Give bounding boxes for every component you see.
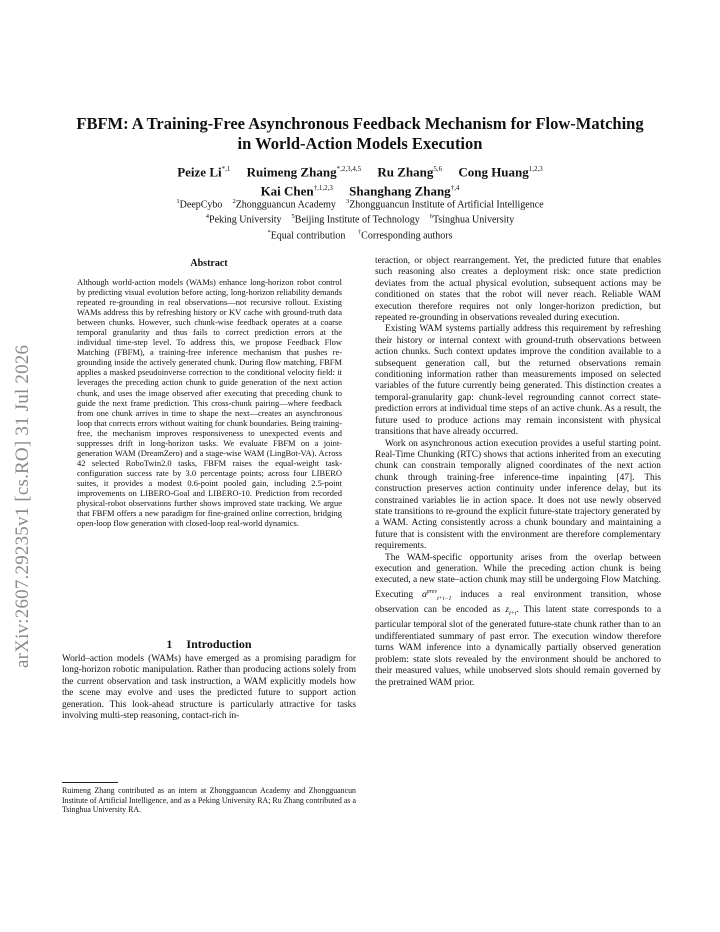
corresponding-authors-note: Corresponding authors bbox=[361, 229, 453, 241]
equal-contribution-note: Equal contribution bbox=[270, 229, 346, 241]
math-z: $z_{t+i}$ bbox=[505, 605, 517, 618]
right-column bbox=[375, 256, 661, 689]
paper-title bbox=[60, 114, 660, 154]
author-mark: †,4 bbox=[450, 184, 460, 193]
author-name: Kai Chen bbox=[260, 183, 314, 199]
arxiv-id: arXiv:2607.29235v1 [cs.RO] 31 Jul 2026 bbox=[12, 344, 33, 668]
intro-column bbox=[62, 654, 356, 722]
author-name: Ru Zhang bbox=[377, 164, 434, 180]
footnote: Ruimeng Zhang contributed as an intern at Zhongguancun Academy and Zhongguancun Institute of Artificial Intelligence, and as a Peking University RA; Ru Zhang contributed as a Tsinghua University RA. bbox=[62, 786, 356, 815]
author-name: Ruimeng Zhang bbox=[246, 164, 337, 180]
paragraph: Work on asynchronous action execution provides a useful starting point. Real-Time Chunking (RTC) shows that actions inherited from an executing chunk can constrain temporally aligned coordinates of the next action chunk through training-free inference-time inpainting [47]. This construction preserves action continuity under inference delay, but its constrained variables lie in action space. It does not use newly observed state transitions to re-ground the explicit future-state trajectory generated by a WAM. Acting consistently across a chunk boundary and maintaining a future that is consistent with the environment are therefore complementary requirements. bbox=[375, 438, 661, 552]
footnote-rule bbox=[62, 782, 118, 783]
math-a-prev: $a^{prev}_{t+i-1}$ bbox=[421, 588, 452, 602]
paragraph: teraction, or object rearrangement. Yet, the predicted future that enables such reasoning also creates a deployment risk: once state prediction deviates from the actual physical evolution, subsequent actions may be conditioned on states that the robot will never reach. Reliable WAM execution therefore requires not only longer-horizon prediction, but repeated re-grounding in observations revealed during execution. bbox=[375, 256, 661, 324]
abstract-text: Although world-action models (WAMs) enhance long-horizon robot control by predicting visual evolution before acting, long-horizon reliability demands repeated re-grounding in real observations—not recursive rollout. Existing WAMs address this by refreshing history or KV cache with ground-truth data between chunks. However, such chunk-wise feedback operates at a coarse temporal granularity and thus fails to correct prediction errors at the individual time-step level. To address this, we propose Feedback Flow Matching (FBFM), a training-free inference mechanism that pushes re-grounding inside the actively generated chunk. During flow matching, FBFM applies a masked pseudoinverse correction to the conditional velocity field: it leverages the preceding action chunk to guide generation of the next action chunk, and uses the image observed after executing that preceding chunk to guide the next frame prediction. This cross-chunk pairing—where feedback from one chunk arrives in time to shape the next—creates an asynchronous loop that corrects errors without waiting for chunk boundaries. Being training-free, the mechanism improves responsiveness to unexpected events and suppresses drift in long-horizon tasks. We evaluate FBFM on a joint-generation WAM (DreamZero) and a stage-wise WAM (LingBot-VA). Across 42 selected RoboTwin2.0 tasks, FBFM raises the equal-weight task-configuration success rate by 3.0 percentage points; across four LIBERO suites, it provides a modest 0.6-point pooled gain, including 2.5-point improvements on LIBERO-Goal and LIBERO-10. Prediction from recorded physical-robot observations further shows improved state tracking. We argue that FBFM offers a new paradigm for fine-grained online correction, bridging open-loop flow generation with closed-loop real-world dynamics. bbox=[77, 277, 343, 529]
author-name: Cong Huang bbox=[458, 164, 529, 180]
section-heading bbox=[60, 637, 358, 652]
affiliation: Peking University bbox=[209, 214, 282, 226]
affiliation: Beijing Institute of Technology bbox=[294, 214, 420, 226]
paragraph: World–action models (WAMs) have emerged as a promising paradigm for long-horizon robotic manipulation. Rather than producing actions solely from the current observation and task instruction, a WAM explicitly models how the scene may evolve and uses the predicted future to support action generation. This look-ahead structure is particularly attractive for tasks involving multi-step reasoning, contact-rich in- bbox=[62, 654, 356, 722]
paragraph: The WAM-specific opportunity arises from the overlap between execution and generation. While the preceding action chunk is being executed, a new state–action chunk may still be undergoing Flow Matching. Executing $a^{prev}_{t+i-1}$ induces a real environment transition, whose observation can be encoded as $z_{t+i}$. This latent state corresponds to a particular temporal slot of the generated future-state chunk rather than to an undifferentiated summary of past error. The execution window therefore turns WAM inference into a dynamically partially observed generation problem: state slots revealed by the environment should be anchored to their measured values, while unobserved slots should remain governed by the pretrained WAM prior. bbox=[375, 552, 661, 688]
title-line-1: FBFM: A Training-Free Asynchronous Feedback Mechanism for Flow-Matching bbox=[76, 114, 644, 133]
author-mark: *,2,3,4,5 bbox=[336, 165, 362, 173]
author-mark: †,1,2,3 bbox=[313, 184, 333, 193]
title-line-2: in World-Action Models Execution bbox=[237, 134, 483, 153]
section-number: 1 bbox=[166, 637, 173, 651]
author-mark: 1,2,3 bbox=[528, 165, 543, 173]
affiliation: Zhongguancun Institute of Artificial Intelligence bbox=[349, 199, 544, 211]
affiliations: $^1$DeepCybo $^2$Zhongguancun Academy $^3$Zhongguancun Institute of Artificial Intelligence $^4$Peking University $^5$Beijing Institute of Technology $^6$Tsinghua University *Equal contribution †Corresponding authors bbox=[176, 198, 544, 241]
section-title: Introduction bbox=[186, 637, 252, 651]
paragraph: Existing WAM systems partially address this requirement by refreshing their history or internal context with ground-truth observations between action chunks. Such context updates improve the condition available to a subsequent generation call, but the returned observations remain conditioning information rather than measurements imposed on selected variables of the future currently being generated. This distinction creates a temporal-granularity gap: chunk-level regrounding cannot correct state-prediction errors at individual time steps of an active chunk. As a result, the future used to produce actions may remain inconsistent with physical transitions that have already occurred. bbox=[375, 324, 661, 438]
author-mark: *,1 bbox=[221, 165, 231, 173]
affiliation: Zhongguancun Academy bbox=[235, 199, 336, 211]
author-name: Shanghang Zhang bbox=[349, 183, 451, 199]
affiliation: Tsinghua University bbox=[432, 214, 515, 226]
author-mark: 5,6 bbox=[433, 165, 443, 173]
abstract-heading: Abstract bbox=[190, 258, 228, 269]
author-list bbox=[60, 161, 660, 200]
author-name: Peize Li bbox=[177, 164, 222, 180]
abstract-body bbox=[77, 277, 342, 528]
affiliation: DeepCybo bbox=[179, 199, 223, 211]
